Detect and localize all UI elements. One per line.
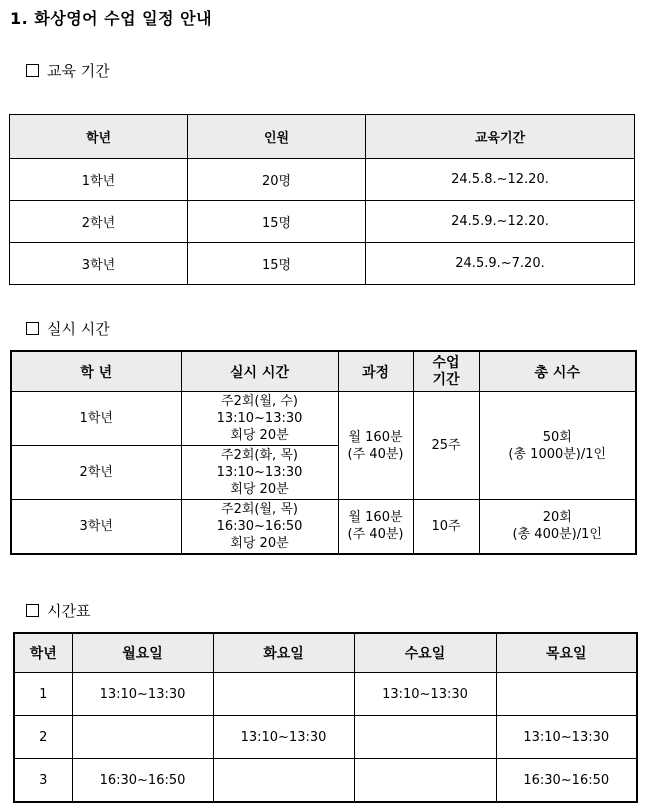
table-cell: 13:10~13:30 [354, 673, 496, 716]
table-cell: 2학년 [11, 446, 181, 500]
table-cell: 월 160분 (주 40분) [338, 392, 413, 500]
table-cell: 15명 [188, 201, 366, 243]
table-row [14, 716, 637, 759]
table-cell: 1 [14, 673, 72, 716]
table-cell: 3 [14, 759, 72, 803]
table-cell: 13:10~13:30 [213, 716, 354, 759]
table-cell: 3학년 [11, 500, 181, 554]
table-cell: 13:10~13:30 [72, 673, 213, 716]
section-period [26, 60, 110, 81]
section-timetable [26, 600, 90, 621]
table-header-row [10, 115, 635, 159]
table-row [10, 159, 635, 201]
header-cell: 실시 시간 [181, 351, 338, 392]
page-title: 1. 화상영어 수업 일정 안내 [10, 9, 213, 28]
table-cell: 10주 [413, 500, 479, 554]
table-header-row [11, 351, 636, 392]
table-cell: 25주 [413, 392, 479, 500]
table-cell: 주2회(화, 목) 13:10~13:30 회당 20분 [181, 446, 338, 500]
table-cell [354, 759, 496, 803]
table-cell [213, 759, 354, 803]
header-cell: 교육기간 [366, 115, 635, 159]
table-cell: 24.5.9.~7.20. [366, 243, 635, 285]
section-label: 교육 기간 [47, 62, 110, 80]
table-row [14, 759, 637, 803]
table-cell: 15명 [188, 243, 366, 285]
table-cell: 13:10~13:30 [496, 716, 637, 759]
table-cell: 3학년 [10, 243, 188, 285]
table-header-row [14, 633, 637, 673]
checkbox-icon [26, 64, 39, 77]
table-cell: 20회 (총 400분)/1인 [479, 500, 636, 554]
header-cell: 수업 기간 [413, 351, 479, 392]
table-cell: 2 [14, 716, 72, 759]
header-cell: 학 년 [11, 351, 181, 392]
header-cell: 화요일 [213, 633, 354, 673]
table-cell [213, 673, 354, 716]
schedule-table [13, 632, 638, 803]
section-time [26, 318, 110, 339]
header-cell: 총 시수 [479, 351, 636, 392]
header-cell: 월요일 [72, 633, 213, 673]
table-row [14, 673, 637, 716]
table-cell: 16:30~16:50 [72, 759, 213, 803]
table-cell: 24.5.9.~12.20. [366, 201, 635, 243]
table-cell [496, 673, 637, 716]
table-cell: 주2회(월, 목) 16:30~16:50 회당 20분 [181, 500, 338, 554]
header-cell: 목요일 [496, 633, 637, 673]
table-cell: 1학년 [11, 392, 181, 446]
period-table [9, 114, 635, 285]
table-cell: 16:30~16:50 [496, 759, 637, 803]
header-cell: 학년 [14, 633, 72, 673]
table-cell [354, 716, 496, 759]
table-cell: 1학년 [10, 159, 188, 201]
table-cell: 주2회(월, 수) 13:10~13:30 회당 20분 [181, 392, 338, 446]
table-row [10, 243, 635, 285]
header-cell: 학년 [10, 115, 188, 159]
section-label: 시간표 [47, 602, 91, 620]
header-cell: 과정 [338, 351, 413, 392]
table-row [10, 201, 635, 243]
time-table [10, 350, 637, 555]
section-label: 실시 시간 [47, 320, 110, 338]
table-row [11, 392, 636, 446]
table-cell: 50회 (총 1000분)/1인 [479, 392, 636, 500]
table-row [11, 500, 636, 554]
table-cell: 20명 [188, 159, 366, 201]
checkbox-icon [26, 322, 39, 335]
table-cell: 월 160분 (주 40분) [338, 500, 413, 554]
table-cell: 24.5.8.~12.20. [366, 159, 635, 201]
checkbox-icon [26, 604, 39, 617]
header-cell: 수요일 [354, 633, 496, 673]
table-cell: 2학년 [10, 201, 188, 243]
header-cell: 인원 [188, 115, 366, 159]
table-cell [72, 716, 213, 759]
